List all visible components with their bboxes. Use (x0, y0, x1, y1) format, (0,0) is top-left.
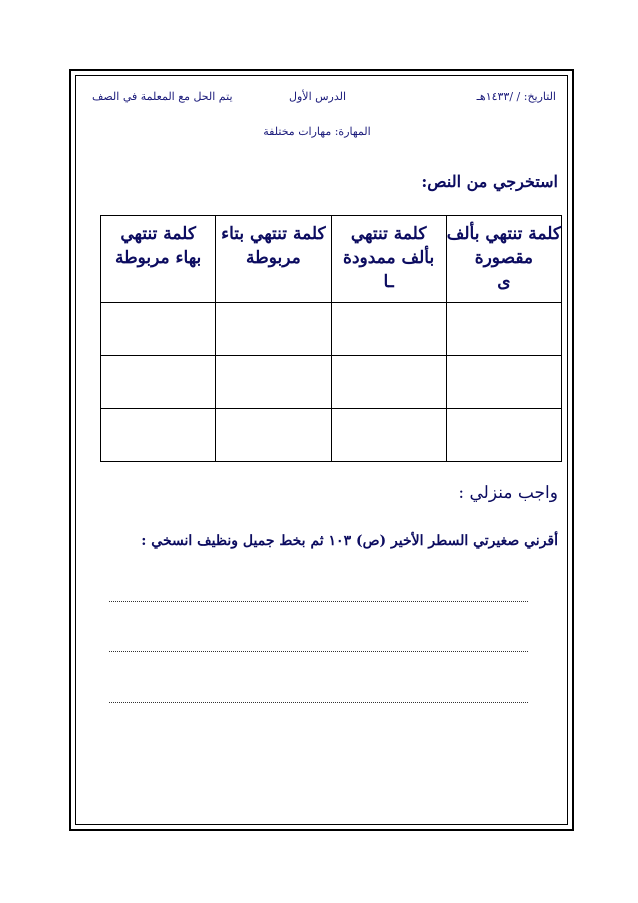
extract-title: استخرجي من النص: (421, 172, 558, 191)
table-row (101, 409, 562, 462)
writing-line[interactable] (109, 651, 528, 652)
answer-cell[interactable] (101, 356, 216, 409)
table-row (101, 356, 562, 409)
homework-title: واجب منزلي : (458, 483, 558, 503)
lesson-title: الدرس الأول (289, 90, 347, 103)
answer-cell[interactable] (446, 303, 561, 356)
answer-cell[interactable] (331, 409, 446, 462)
header-haa-marbuta: كلمة تنتهي بهاء مربوطة (101, 216, 216, 303)
answer-cell[interactable] (216, 303, 331, 356)
header-alif-maqsura: كلمة تنتهي بألف مقصورة ى (446, 216, 561, 303)
answer-cell[interactable] (216, 356, 331, 409)
answer-cell[interactable] (446, 409, 561, 462)
words-table (100, 215, 562, 462)
skill-label: المهارة: مهارات مختلفة (263, 125, 371, 138)
answer-cell[interactable] (101, 409, 216, 462)
answer-cell[interactable] (331, 356, 446, 409)
answer-cell[interactable] (101, 303, 216, 356)
answer-cell[interactable] (331, 303, 446, 356)
table-header-row (101, 216, 562, 303)
reading-instruction: أقرني صغيرتي السطر الأخير (ص) ١٠٣ ثم بخط جميل ونظيف انسخي : (141, 533, 558, 549)
header-alif-mamduda: كلمة تنتهي بألف ممدودة ـا (331, 216, 446, 303)
answer-cell[interactable] (216, 409, 331, 462)
writing-line[interactable] (109, 601, 528, 602)
header-taa-marbuta: كلمة تنتهي بتاء مربوطة (216, 216, 331, 303)
class-note: يتم الحل مع المعلمة في الصف (92, 90, 233, 103)
date-label: التاريخ: / /١٤٣٣هـ (476, 90, 556, 103)
writing-line[interactable] (109, 702, 528, 703)
table-row (101, 303, 562, 356)
answer-cell[interactable] (446, 356, 561, 409)
